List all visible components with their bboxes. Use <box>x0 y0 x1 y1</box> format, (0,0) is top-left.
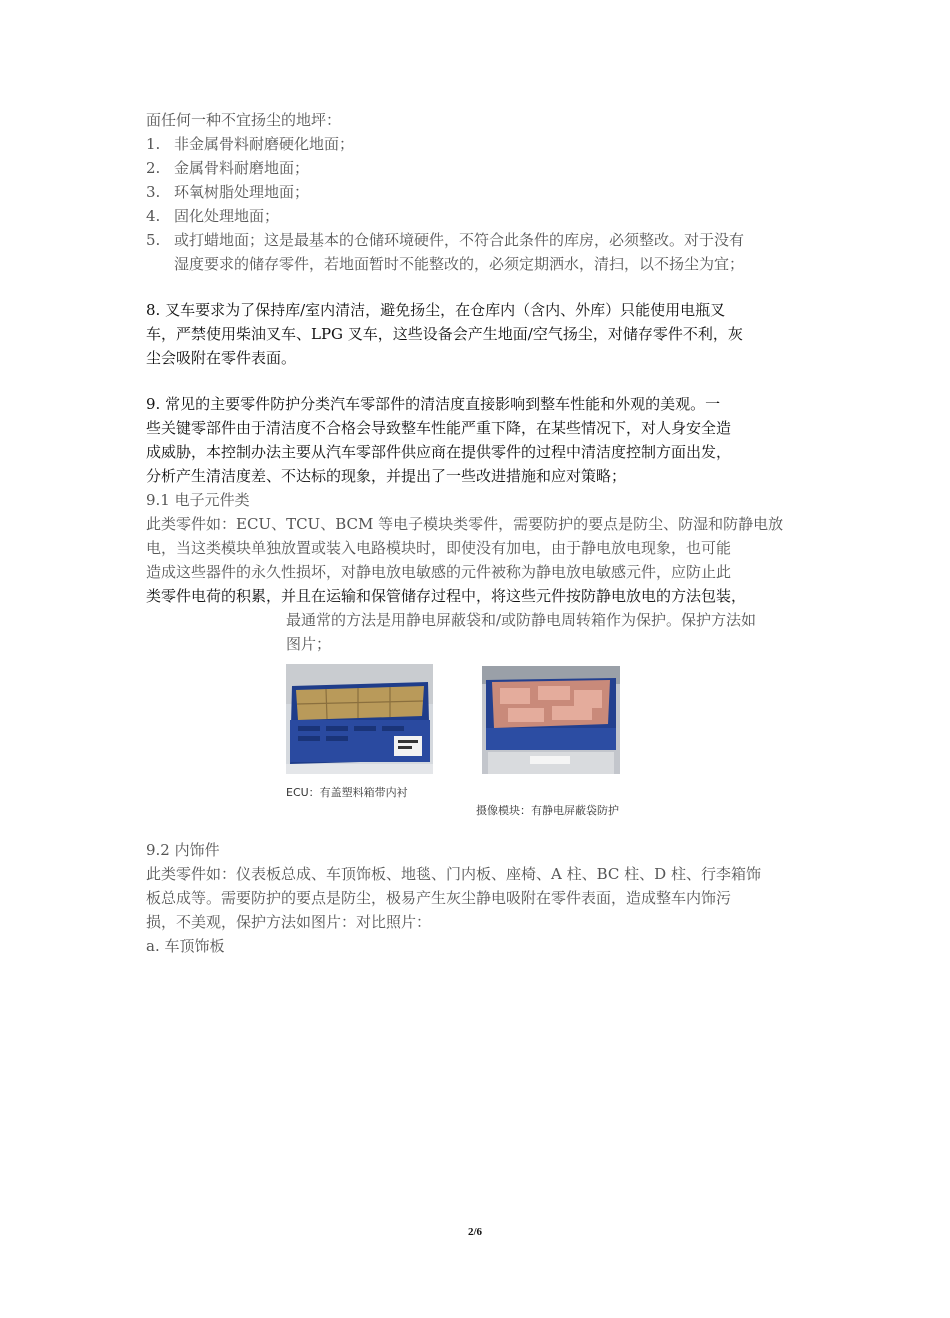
list-item: 3. 环氧树脂处理地面； <box>146 183 310 201</box>
list-item: 1. 非金属骨料耐磨硬化地面； <box>146 135 355 153</box>
paragraph-line: 板总成等。需要防护的要点是防尘，极易产生灰尘静电吸附在零件表面，造成整车内饰污 <box>146 889 732 907</box>
section-heading: 9.2 内饰件 <box>146 841 220 859</box>
paragraph-line: 此类零件如：仪表板总成、车顶饰板、地毯、门内板、座椅、A 柱、BC 柱、D 柱、行李箱饰 <box>146 865 761 883</box>
list-item: 4. 固化处理地面； <box>146 207 280 225</box>
list-item-continuation: 湿度要求的储存零件，若地面暂时不能整改的，必须定期洒水，清扫，以不扬尘为宜； <box>174 255 745 273</box>
section-8 <box>146 298 810 370</box>
list-item: 2. 金属骨料耐磨地面； <box>146 159 310 177</box>
ecu-box-photo <box>286 664 433 774</box>
sub-heading: a. 车顶饰板 <box>146 937 225 955</box>
paragraph-line: 此类零件如：ECU、TCU、BCM 等电子模块类零件，需要防护的要点是防尘、防湿和防静电放 <box>146 515 784 533</box>
paragraph-line: 损，不美观，保护方法如图片：对比照片： <box>146 913 432 931</box>
paragraph-line: 类零件电荷的积累，并且在运输和保管储存过程中，将这些元件按防静电放电的方法包装， <box>146 587 747 605</box>
paragraph-line: 分析产生清洁度差、不达标的现象，并提出了一些改进措施和应对策略； <box>146 467 627 485</box>
page-number: 2/6 <box>467 1226 483 1238</box>
paragraph-line: 最通常的方法是用静电屏蔽袋和/或防静电周转箱作为保护。保护方法如 <box>286 611 757 629</box>
list-item: 5. 或打蜡地面；这是最基本的仓储环境硬件，不符合此条件的库房，必须整改。对于没有 <box>146 231 745 249</box>
paragraph-line: 电，当这类模块单独放置或装入电路模块时，即使没有加电，由于静电放电现象，也可能 <box>146 539 732 557</box>
section-9-1 <box>146 488 810 656</box>
photo-caption: 摄像模块：有静电屏蔽袋防护 <box>476 804 619 817</box>
paragraph-line: 车，严禁使用柴油叉车、LPG 叉车，这些设备会产生地面/空气扬尘，对储存零件不利，灰 <box>146 325 743 343</box>
intro-line: 面任何一种不宜扬尘的地坪： <box>146 111 342 129</box>
section-heading: 9.1 电子元件类 <box>146 491 250 509</box>
paragraph-line: 成威胁，本控制办法主要从汽车零部件供应商在提供零件的过程中清洁度控制方面出发， <box>146 443 732 461</box>
photo-group <box>286 664 686 824</box>
photo-caption: ECU：有盖塑料箱带内衬 <box>286 786 408 799</box>
paragraph-line: 尘会吸附在零件表面。 <box>146 349 297 367</box>
section-9-2 <box>146 838 810 958</box>
section-9 <box>146 392 810 488</box>
paragraph-line: 造成这些器件的永久性损坏，对静电放电敏感的元件被称为静电放电敏感元件，应防止此 <box>146 563 732 581</box>
paragraph-line: 9. 常见的主要零件防护分类汽车零部件的清洁度直接影响到整车性能和外观的美观。一 <box>146 395 721 413</box>
camera-module-photo <box>482 666 620 774</box>
floor-list <box>146 132 810 276</box>
paragraph-line: 些关键零部件由于清洁度不合格会导致整车性能严重下降，在某些情况下，对人身安全造 <box>146 419 732 437</box>
paragraph-line: 图片； <box>286 635 332 653</box>
document-body <box>146 108 810 656</box>
paragraph-line: 8. 叉车要求为了保持库/室内清洁，避免扬尘，在仓库内（含内、外库）只能使用电瓶叉 <box>146 301 726 319</box>
